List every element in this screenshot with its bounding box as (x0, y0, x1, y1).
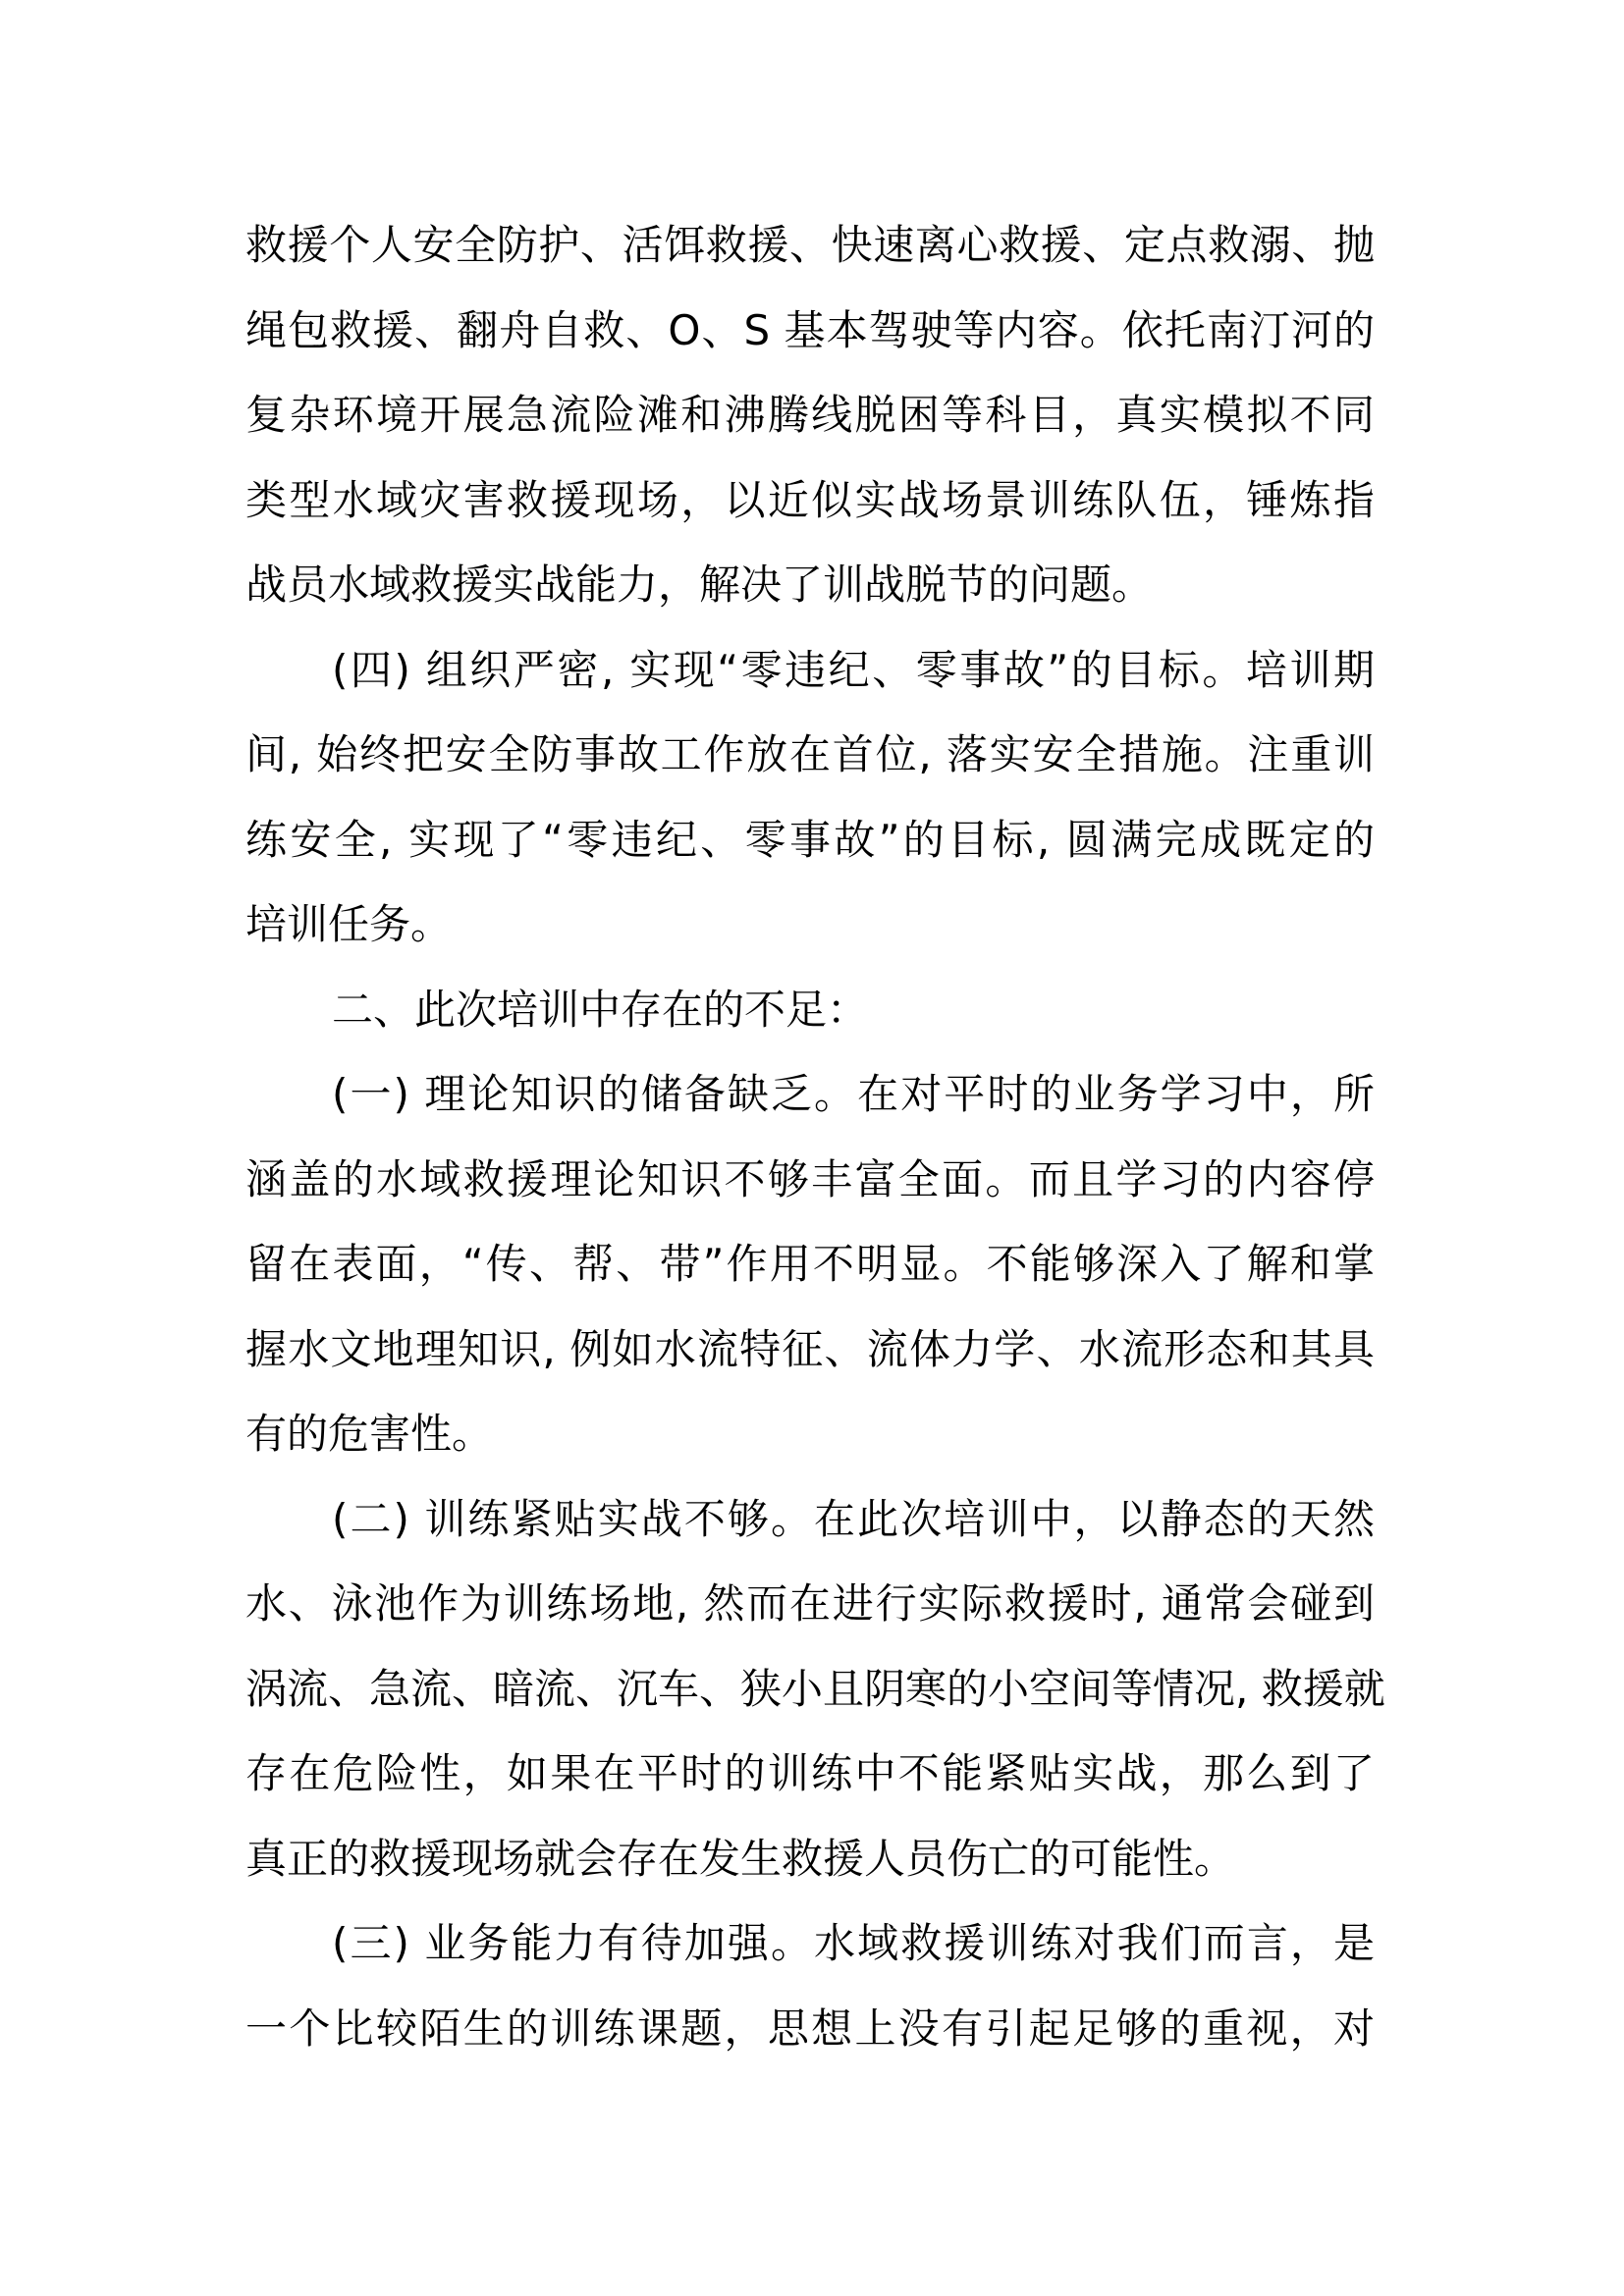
text-line: 水、泳池作为训练场地, 然而在进行实际救援时, 通常会碰到 (245, 1579, 1375, 1628)
text-line: 救援个人安全防护、活饵救援、快速离心救援、定点救溺、抛 (245, 221, 1375, 269)
text-line: 留在表面，“传、帮、带”作用不明显。不能够深入了解和掌 (245, 1240, 1375, 1288)
paragraph-first-line: 二、此次培训中存在的不足： (332, 985, 869, 1034)
text-line: 存在危险性，如果在平时的训练中不能紧贴实战，那么到了 (245, 1749, 1375, 1797)
text-line: 绳包救援、翻舟自救、O、S 基本驾驶等内容。依托南汀河的 (245, 305, 1375, 354)
paragraph-first-line: (二) 训练紧贴实战不够。在此次培训中，以静态的天然 (332, 1494, 1375, 1543)
text-line: 涡流、急流、暗流、沉车、狭小且阴寒的小空间等情况, 救援就 (245, 1664, 1385, 1713)
text-line: 练安全, 实现了“零违纪、零事故”的目标, 圆满完成既定的 (245, 815, 1375, 864)
text-line: 战员水域救援实战能力，解决了训战脱节的问题。 (245, 561, 1154, 609)
paragraph-first-line: (三) 业务能力有待加强。水域救援训练对我们而言，是 (332, 1919, 1375, 1967)
text-line: 握水文地理知识, 例如水流特征、流体力学、水流形态和其具 (245, 1324, 1375, 1373)
text-line: 复杂环境开展急流险滩和沸腾线脱困等科目，真实模拟不同 (245, 391, 1375, 439)
text-line: 间, 始终把安全防事故工作放在首位, 落实安全措施。注重训 (245, 730, 1375, 778)
text-line: 一个比较陌生的训练课题，思想上没有引起足够的重视，对 (245, 2003, 1375, 2053)
paragraph-first-line: (四) 组织严密, 实现“零违纪、零事故”的目标。培训期 (332, 645, 1375, 694)
text-line: 培训任务。 (245, 900, 453, 948)
text-line: 真正的救援现场就会存在发生救援人员伤亡的可能性。 (245, 1834, 1236, 1883)
text-line: 有的危害性。 (245, 1410, 494, 1458)
text-line: 类型水域灾害救援现场，以近似实战场景训练队伍，锤炼指 (245, 475, 1375, 524)
paragraph-first-line: (一) 理论知识的储备缺乏。在对平时的业务学习中，所 (332, 1070, 1375, 1118)
text-line: 涵盖的水域救援理论知识不够丰富全面。而且学习的内容停 (245, 1154, 1375, 1203)
